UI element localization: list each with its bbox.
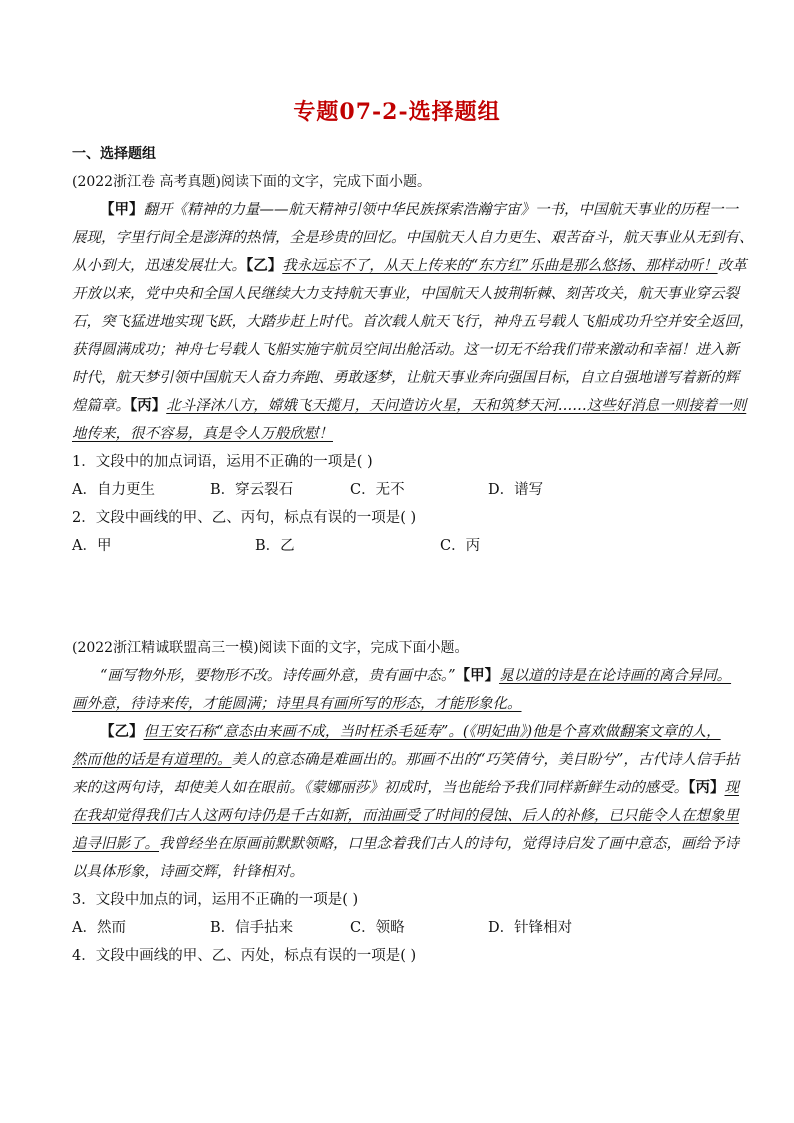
answer-option: B．乙: [255, 538, 295, 554]
passage-line: [72, 196, 738, 224]
passage-line: [72, 364, 739, 392]
passage-line: [72, 830, 739, 858]
passage-text: 开放以来，党中央和全国人民继续大力支持航天事业，中国航天人披荆斩棘、刻苦攻关，航天事业穿云裂: [72, 286, 739, 302]
passage-marker: 【乙】: [100, 723, 144, 740]
question-1-options: [72, 476, 722, 504]
answer-option: A．然而: [72, 920, 126, 936]
group1-source: (2022浙江卷 高考真题)阅读下面的文字，完成下面小题。: [72, 174, 432, 190]
underlined-sentence: 画外意，待诗来传，才能圆满；诗里具有画所写的形态，才能形象化。: [72, 696, 522, 712]
passage-marker: 【乙】: [246, 257, 283, 274]
answer-option: A．自力更生: [72, 482, 155, 498]
underlined-sentence: 晁以道的诗是在论诗画的离合异同。: [499, 668, 732, 684]
passage-text: 从小到大，迅速发展壮大。: [72, 258, 246, 274]
passage-line: [72, 308, 754, 336]
passage-line: [72, 392, 747, 420]
question-2-options: [72, 532, 722, 560]
answer-option: C．丙: [440, 538, 481, 554]
passage-line: [72, 718, 722, 746]
passage-text: 展现，字里行间全是澎湃的热情，全是珍贵的回忆。中国航天人自力更生、艰苦奋斗，航天事业从无到有、: [72, 230, 754, 246]
underlined-sentence: 然而他的话是有道理的。: [72, 752, 232, 768]
group2-source: (2022浙江精诚联盟高三一模)阅读下面的文字，完成下面小题。: [72, 640, 469, 656]
passage-text: 获得圆满成功；神舟七号载人飞船实施宇航员空间出舱活动。这一切无不给我们带来激动和幸福！进入新: [72, 342, 739, 358]
group1-passage: [72, 196, 754, 448]
section-1: [72, 140, 754, 560]
passage-marker: 【甲】: [100, 201, 144, 218]
question-3-options: [72, 914, 722, 942]
passage-text: 来的这两句诗，却使美人如在眼前。《蒙娜丽莎》初成时，当也能给予我们同样新鲜生动的感受。: [72, 780, 689, 796]
passage-line: [72, 280, 739, 308]
passage-text: 时代，航天梦引领中国航天人奋力奔跑、勇敢逐梦，让航天事业奔向强国目标，自立自强地谱写着新的辉: [72, 370, 739, 386]
underlined-sentence: 我永远忘不了，从天上传来的“东方红”乐曲是那么悠扬、那样动听！: [282, 258, 718, 274]
answer-option: D．谱写: [488, 482, 544, 498]
passage-line: [72, 252, 747, 280]
passage-line: [72, 662, 732, 690]
answer-option: B．穿云裂石: [210, 482, 294, 498]
passage-text: “画写物外形，要物形不改。诗传画外意，贵有画中态。”: [100, 668, 456, 684]
group2-paragraph-1: [72, 662, 732, 718]
passage-line: [72, 774, 739, 802]
underlined-sentence: 在我却觉得我们古人这两句诗仍是千古如新，而油画受了时间的侵蚀、后人的补修，已只能令人在想象里: [72, 808, 739, 824]
section-heading: 一、选择题组: [72, 146, 156, 162]
passage-text: 美人的意态确是难画出的。那画不出的“巧笑倩兮，美目盼兮”，古代诗人信手拈: [231, 752, 740, 768]
passage-line: [72, 858, 722, 886]
passage-text: 以具体形象，诗画交辉，针锋相对。: [72, 864, 304, 880]
passage-line: [72, 420, 722, 448]
passage-marker: 【甲】: [455, 667, 500, 684]
passage-line: [72, 802, 739, 830]
answer-option: D．针锋相对: [488, 920, 573, 936]
passage-marker: 【丙】: [688, 779, 725, 796]
passage-line: [72, 336, 739, 364]
passage-line: [72, 690, 722, 718]
group2-paragraph-2: [72, 718, 740, 886]
underlined-sentence: 现: [724, 780, 739, 796]
underlined-sentence: 北斗泽沐八方，嫦娥飞天揽月，天问造访火星，天和筑梦天河……这些好消息一则接着一则: [166, 398, 747, 414]
answer-option: C．无不: [350, 482, 405, 498]
question-1: 1．文段中的加点词语，运用不正确的一项是( ): [72, 454, 373, 470]
passage-line: [72, 224, 754, 252]
question-2: 2．文段中画线的甲、乙、丙句，标点有误的一项是( ): [72, 510, 417, 526]
underlined-sentence: 地传来，很不容易，真是令人万般欣慰！: [72, 426, 333, 442]
answer-option: C．领略: [350, 920, 405, 936]
passage-text: 煌篇章。: [72, 398, 130, 414]
passage-text: 我曾经坐在原画前默默领略，口里念着我们古人的诗句，觉得诗启发了画中意态，画给予诗: [159, 836, 739, 852]
question-4: 4．文段中画线的甲、乙、丙处，标点有误的一项是( ): [72, 948, 417, 964]
underlined-sentence: 但王安石称“意态由来画不成，当时枉杀毛延寿”。(《明妃曲》)他是个喜欢做翻案文章的人，: [143, 724, 721, 740]
page-title: 专题07-2-选择题组: [293, 99, 501, 125]
underlined-sentence: 追寻旧影了。: [72, 836, 159, 852]
passage-marker: 【丙】: [130, 397, 167, 414]
passage-text: 改革: [717, 258, 747, 274]
section-2: [72, 634, 740, 970]
passage-text: 石，突飞猛进地实现飞跃，大踏步赶上时代。首次载人航天飞行，神舟五号载人飞船成功升空并安全返回，: [72, 314, 754, 330]
answer-option: A．甲: [72, 538, 112, 554]
question-3: 3．文段中加点的词，运用不正确的一项是( ): [72, 892, 359, 908]
passage-line: [72, 746, 740, 774]
answer-option: B．信手拈来: [210, 920, 294, 936]
passage-text: 翻开《精神的力量——航天精神引领中华民族探索浩瀚宇宙》一书，中国航天事业的历程一一: [143, 202, 738, 218]
